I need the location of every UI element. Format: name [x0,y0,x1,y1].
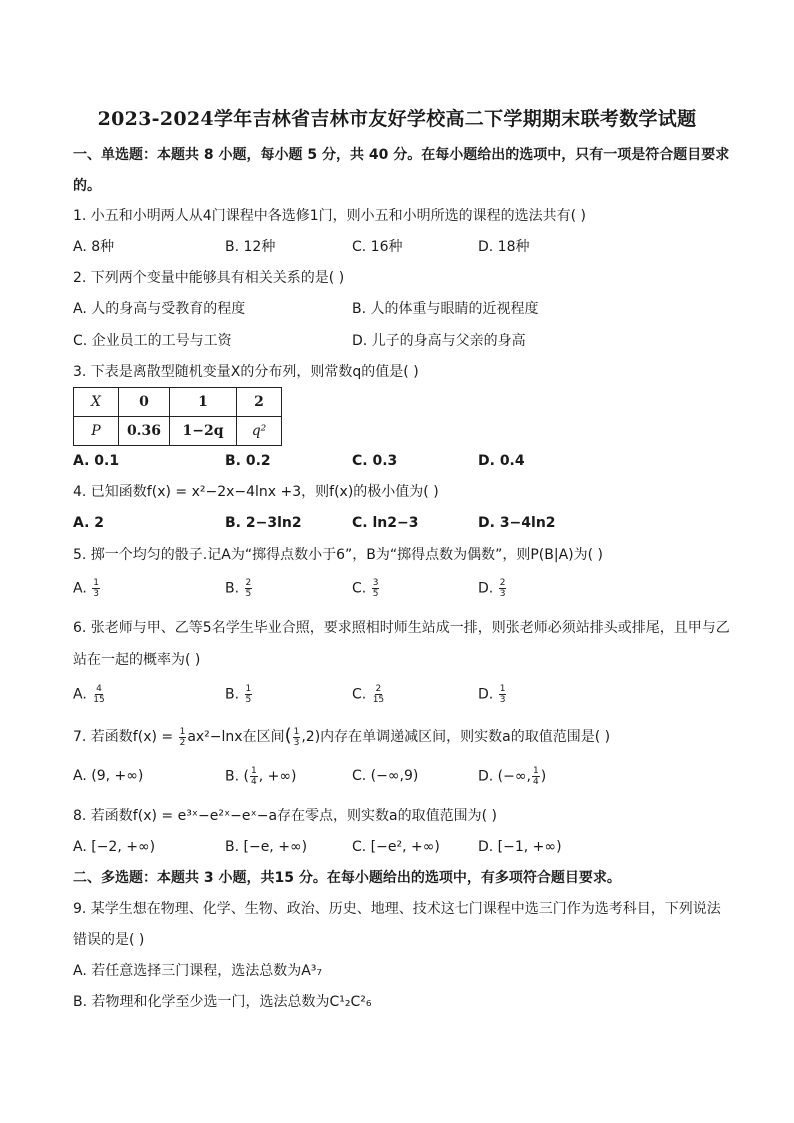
fraction [245,578,253,599]
fraction [245,684,253,705]
option-label: C. [352,580,367,597]
q5-option-c [352,578,380,599]
numerator: 2 [245,578,252,588]
q6-option-a [73,684,107,705]
q2-option-d: D. 儿子的身高与父亲的身高 [352,333,526,349]
option-label: A. [73,686,87,703]
numerator: 1 [533,766,539,776]
q7-option-b [225,766,296,787]
option-label: B. ( [225,768,249,785]
q7-stem-suffix: 内存在单调递减区间，则实数a的取值范围是( ) [320,729,611,745]
numerator: 2 [499,578,506,588]
q4-option-c: C. ln2−3 [352,515,419,531]
table-row [74,417,282,446]
page-title: 2023-2024学年吉林省吉林市友好学校高二下学期期末联考数学试题 [97,108,697,130]
q1-option-d: D. 18种 [478,239,530,255]
numerator: 4 [96,684,102,694]
q7-option-d [478,766,546,787]
q6-option-b [225,684,253,705]
section2-header: 二、多选题：本题共 3 小题，共15 分。在每小题给出的选项中，有多项符合题目要求。 [73,870,621,886]
section1-header-cont: 的。 [73,178,101,194]
option-suffix: , +∞) [258,768,297,785]
numerator: 1 [179,726,186,737]
q1-stem: 1. 小五和小明两人从4门课程中各选修1门，则小五和小明所选的课程的选法共有( ) [73,208,586,224]
q5-option-a [73,578,101,599]
q4-option-a: A. 2 [73,515,105,531]
table-cell: 1 [170,388,237,417]
numerator: 1 [250,766,257,776]
table-cell: 1−2q [170,417,237,446]
q1-option-b: B. 12种 [225,239,276,255]
q8-option-a: A. [−2, +∞) [73,839,156,855]
denominator: 3 [93,589,99,599]
fraction [499,684,507,705]
q6-stem-cont: 站在一起的概率为( ) [73,652,201,668]
fraction [179,727,187,748]
q8-stem: 8. 若函数f(x) = e³ˣ−e²ˣ−eˣ−a存在零点，则实数a的取值范围为( ) [73,808,498,824]
numerator: 2 [375,684,382,694]
numerator: 1 [93,578,99,588]
option-label: D. [478,686,494,703]
q4-stem: 4. 已知函数f(x) = x²−2x−4lnx +3，则f(x)的极小值为( ) [73,484,439,500]
fraction [92,684,105,705]
fraction [372,684,385,705]
q1-option-c: C. 16种 [352,239,403,255]
option-label: A. [73,580,87,597]
option-label: B. [225,686,240,703]
fraction [532,766,540,787]
q4-option-b: B. 2−3ln2 [225,515,302,531]
denominator: 5 [245,695,252,705]
fraction [250,766,258,787]
q3-option-a: A. 0.1 [73,453,120,469]
numerator: 3 [372,578,379,588]
denominator: 2 [179,737,186,748]
q7-stem-middle: ax²−lnx在区间 [187,729,285,745]
q7-option-a: A. (9, +∞) [73,768,144,784]
fraction [293,727,301,748]
q5-option-d [478,578,507,599]
q9-stem: 9. 某学生想在物理、化学、生物、政治、历史、地理、技术这七门课程中选三门作为选考科目，下列说法 [73,901,721,917]
denominator: 3 [293,737,300,748]
denominator: 3 [499,589,506,599]
denominator: 4 [250,777,257,787]
fraction [372,578,380,599]
q3-option-b: B. 0.2 [225,453,271,469]
denominator: 3 [499,695,506,705]
q6-option-d [478,684,507,705]
table-cell: q² [237,417,282,446]
q2-option-a: A. 人的身高与受教育的程度 [73,301,246,317]
q6-stem: 6. 张老师与甲、乙等5名学生毕业合照，要求照相时师生站成一排，则张老师必须站排头或排尾，且甲与乙 [73,620,730,636]
option-label: C. [352,686,367,703]
numerator: 1 [499,684,506,694]
q9-stem-cont: 错误的是( ) [73,932,145,948]
q8-option-b: B. [−e, +∞) [225,839,308,855]
q4-option-d: D. 3−4ln2 [478,515,556,531]
q7-stem [73,726,610,748]
option-suffix: ) [540,768,547,785]
numerator: 1 [245,684,252,694]
fraction [499,578,507,599]
q3-stem: 3. 下表是离散型随机变量X的分布列，则常数q的值是( ) [73,364,419,380]
q3-option-c: C. 0.3 [352,453,398,469]
q2-option-b: B. 人的体重与眼睛的近视程度 [352,301,539,317]
option-label: D. [478,580,494,597]
q7-option-c: C. (−∞,9) [352,768,419,784]
q8-option-d: D. [−1, +∞) [478,839,562,855]
q6-option-c [352,684,386,705]
table-cell: X [74,388,119,417]
option-label: D. (−∞, [478,768,531,785]
q7-stem-prefix: 7. 若函数f(x) = [73,729,178,745]
q2-option-c: C. 企业员工的工号与工资 [73,333,232,349]
table-cell: 0.36 [119,417,170,446]
q2-stem: 2. 下列两个变量中能够具有相关关系的是( ) [73,270,345,286]
fraction [92,578,100,599]
distribution-table [73,387,282,446]
numerator: 1 [293,726,300,737]
q7-interval-open: ( [284,725,292,746]
denominator: 15 [93,695,105,705]
q7-interval-close: ,2) [301,729,321,745]
table-cell: 2 [237,388,282,417]
q5-option-b [225,578,253,599]
q9-option-b: B. 若物理和化学至少选一门，选法总数为C¹₂C²₆ [73,994,372,1010]
table-row [74,388,282,417]
table-cell: 0 [119,388,170,417]
denominator: 4 [533,777,539,787]
denominator: 5 [372,589,379,599]
section1-header: 一、单选题：本题共 8 小题，每小题 5 分，共 40 分。在每小题给出的选项中，只有一项是符合题目要求 [73,147,730,163]
table-cell: P [74,417,119,446]
option-label: B. [225,580,240,597]
q1-option-a: A. 8种 [73,239,115,255]
denominator: 15 [372,695,385,705]
denominator: 5 [245,589,252,599]
q8-option-c: C. [−e², +∞) [352,839,440,855]
q9-option-a: A. 若任意选择三门课程，选法总数为A³₇ [73,963,323,979]
q3-option-d: D. 0.4 [478,453,525,469]
q5-stem: 5. 掷一个均匀的骰子.记A为“掷得点数小于6”，B为“掷得点数为偶数”，则P(B|A)为( ) [73,547,603,563]
